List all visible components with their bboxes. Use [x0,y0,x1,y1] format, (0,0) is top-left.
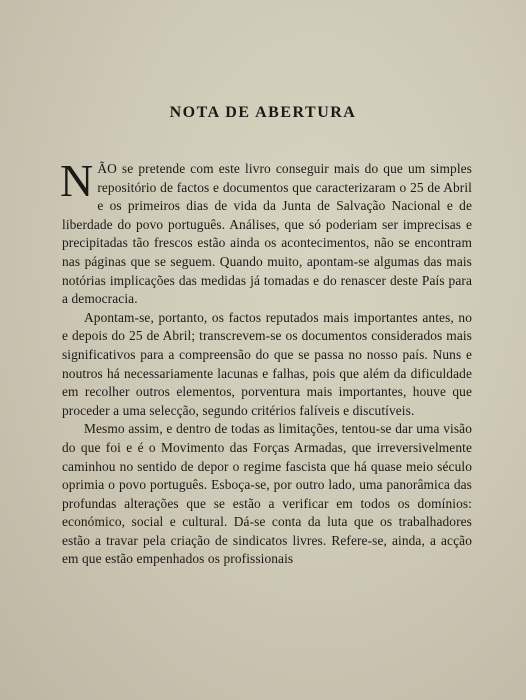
body-text [60,155,472,569]
paragraph-1 [60,155,472,309]
drop-cap: N [60,155,94,206]
bleed-through-text [0,0,526,92]
paragraph-2: Apontam-se, portanto, os factos reputados mais importantes antes, no e depois do 25 de Abril; transcrevem-se os documentos considerados mais significativos para a compreensão do que se passa no nosso país. Nuns e noutros há necessariamente lacunas e falhas, pois que além da dificuldade em recolher outros elementos, porventura mais importantes, houve que proceder a uma selecção, segundo critérios falíveis e discutíveis. [62,309,472,418]
paragraph-1-text: ÃO se pretende com este livro conseguir mais do que um simples repositório de factos e documentos que caracterizaram o 25 de Abril e os primeiros dias de vida da Junta de Salvação Nacional e de liberdade do povo português. Análises, que só poderiam ser imprecisas e precipitadas tão frescos estão ainda os acontecimentos, não se encontram nas páginas que se seguem. Quando muito, apontam-se algumas das mais notórias implicações das medidas já tomadas e do renascer deste País para a democracia. [62,161,472,307]
paragraph-3: Mesmo assim, e dentro de todas as limitações, tentou-se dar uma visão do que foi e é o Movimento das Forças Armadas, que irreversivelmente caminhou no sentido de depor o regime fascista que há quase meio século oprimia o povo português. Esboça-se, por outro lado, uma panorâmica das profundas alterações que se estão a verificar em todos os domínios: económico, social e cultural. Dá-se conta da luta que os trabalhadores estão a travar pela criação de sindicatos livres. Refere-se, ainda, a acção em que estão empenhados os profissionais [62,421,472,567]
page-title: NOTA DE ABERTURA [169,104,357,121]
